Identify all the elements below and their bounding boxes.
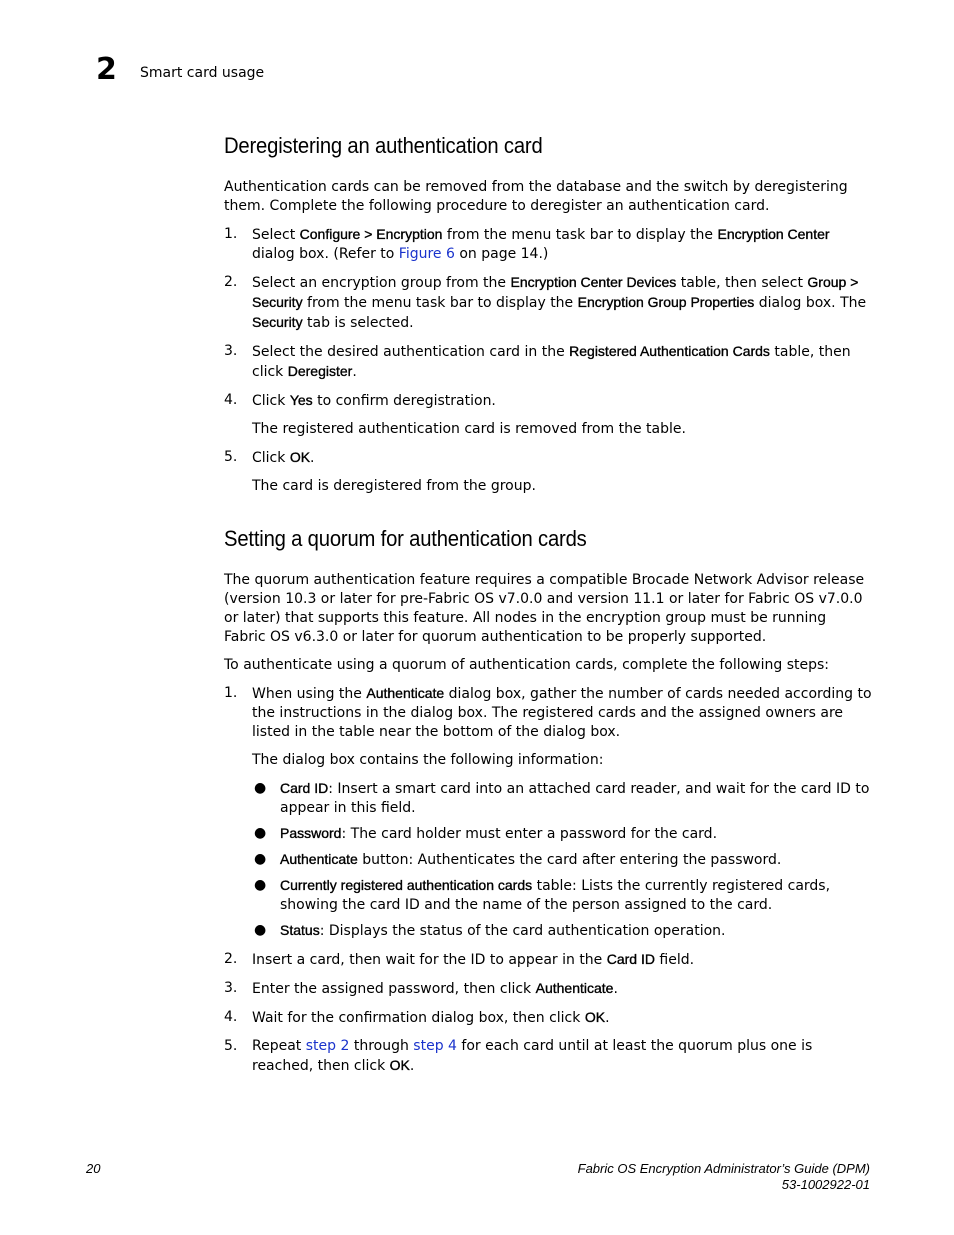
step-text: table, then click <box>252 344 851 380</box>
field-name: Authenticate <box>280 851 358 867</box>
menu-path: Configure > Encryption <box>299 226 443 242</box>
step-number: 3. <box>224 343 238 359</box>
step-link[interactable]: step 2 <box>305 1038 350 1054</box>
step-item <box>224 1037 872 1076</box>
step-text: from the menu task bar to display the <box>442 227 718 243</box>
dialog-name: Encryption Group Properties <box>577 294 755 310</box>
list-item <box>252 824 872 844</box>
step-text: on page 14.) <box>454 246 549 262</box>
field-description: : Displays the status of the card authentication operation. <box>319 923 726 939</box>
step-text: . <box>352 364 357 380</box>
step-text: from the menu task bar to display the <box>302 295 578 311</box>
step-text: . <box>613 981 618 997</box>
step-text: . <box>605 1010 610 1026</box>
deregister-steps <box>224 225 872 496</box>
step-number: 2. <box>224 274 238 290</box>
button-name: Authenticate <box>535 980 614 996</box>
step-number: 1. <box>224 226 238 242</box>
step-item <box>224 391 872 439</box>
field-description: : The card holder must enter a password for the card. <box>341 826 718 842</box>
menu-path: Group > Security <box>252 274 859 310</box>
button-name: OK <box>584 1009 606 1025</box>
step-number: 4. <box>224 1009 238 1025</box>
step-text: dialog box. (Refer to <box>252 246 399 262</box>
bullet-icon: ● <box>254 922 267 938</box>
tab-name: Security <box>252 314 303 330</box>
step-text: tab is selected. <box>302 315 414 331</box>
step-text: . <box>409 1058 415 1074</box>
dialog-name: Authenticate <box>366 685 445 701</box>
step-text: Enter the assigned password, then click <box>252 981 536 997</box>
step-text: field. <box>654 952 695 968</box>
step-text: Click <box>252 393 290 409</box>
step-text: table, then select <box>676 275 808 291</box>
list-item <box>252 850 872 870</box>
step-number: 5. <box>224 1038 238 1054</box>
table-name: Encryption Center Devices <box>510 274 677 290</box>
field-name: Password <box>280 825 342 841</box>
step-text: . <box>310 450 315 466</box>
doc-number: 53-1002922-01 <box>781 1177 870 1192</box>
section-title-quorum: Setting a quorum for authentication cards <box>224 526 587 551</box>
list-item <box>252 876 872 915</box>
field-description: table: Lists the currently registered cards, showing the card ID and the name of the person assigned to the card. <box>280 878 831 913</box>
quorum-steps <box>224 684 872 1076</box>
step-number: 2. <box>224 951 238 967</box>
step-result: The dialog box contains the following information: <box>252 752 604 768</box>
step-number: 1. <box>224 685 238 701</box>
step-item <box>224 448 872 496</box>
field-description: button: Authenticates the card after entering the password. <box>357 852 782 868</box>
step-text: Select the desired authentication card in the <box>252 344 570 360</box>
step-text: dialog box. The <box>754 295 867 311</box>
step-text: Click <box>252 450 290 466</box>
step-link[interactable]: step 4 <box>413 1038 457 1054</box>
step-item <box>224 342 872 382</box>
table-name: Registered Authentication Cards <box>569 343 770 359</box>
bullet-icon: ● <box>254 825 267 841</box>
step-text: through <box>349 1038 414 1054</box>
step-text: Select <box>252 227 300 243</box>
chapter-number: 2 <box>96 52 117 87</box>
field-name: Card ID <box>280 780 329 796</box>
step-item <box>224 979 872 999</box>
step-item <box>224 1008 872 1028</box>
step-item <box>224 950 872 970</box>
page-number: 20 <box>86 1161 101 1176</box>
page-content <box>224 131 872 1085</box>
step-text: When using the <box>252 686 367 702</box>
doc-title: Fabric OS Encryption Administrator’s Guide (DPM) <box>577 1161 870 1176</box>
figure-link[interactable]: Figure 6 <box>398 246 455 262</box>
button-name: Deregister <box>287 363 353 379</box>
step-item <box>224 684 872 941</box>
bullet-icon: ● <box>254 780 267 796</box>
step-text: to confirm deregistration. <box>312 393 496 409</box>
bullet-icon: ● <box>254 877 267 893</box>
list-item <box>252 779 872 818</box>
bullet-icon: ● <box>254 851 267 867</box>
button-name: OK <box>289 449 311 465</box>
step-result: The card is deregistered from the group. <box>252 478 536 494</box>
step-result: The registered authentication card is removed from the table. <box>252 421 686 437</box>
list-item <box>252 921 872 941</box>
field-name: Card ID <box>606 951 655 967</box>
section-intro: To authenticate using a quorum of authentication cards, complete the following steps: <box>224 657 830 673</box>
step-text: Select an encryption group from the <box>252 275 511 291</box>
step-text: Insert a card, then wait for the ID to appear in the <box>252 952 607 968</box>
field-name: Status <box>280 922 320 938</box>
button-name: OK <box>389 1057 410 1073</box>
step-text: Wait for the confirmation dialog box, then click <box>252 1010 585 1026</box>
step-number: 5. <box>224 449 238 465</box>
step-text: dialog box, gather the number of cards needed according to the instructions in the dialog box. The registered cards and the assigned owners are listed in the table near the bottom of the dialog box. <box>252 686 872 740</box>
step-item <box>224 225 872 264</box>
step-item <box>224 273 872 333</box>
section-intro: Authentication cards can be removed from the database and the switch by deregistering them. Complete the following procedure to deregister an authentication card. <box>224 179 848 214</box>
step-text: Repeat <box>252 1038 306 1054</box>
section-title-deregistering: Deregistering an authentication card <box>224 133 543 158</box>
dialog-name: Encryption Center <box>717 226 830 242</box>
footer-doc-info <box>578 1161 870 1193</box>
step-text: for each card until at least the quorum plus one is reached, then click <box>252 1038 813 1074</box>
field-description: : Insert a smart card into an attached card reader, and wait for the card ID to appear in this field. <box>280 781 870 816</box>
info-list <box>252 779 872 941</box>
field-name: Currently registered authentication cards <box>280 877 533 893</box>
chapter-title: Smart card usage <box>140 65 265 81</box>
step-number: 4. <box>224 392 238 408</box>
step-number: 3. <box>224 980 238 996</box>
section-intro: The quorum authentication feature requires a compatible Brocade Network Advisor release (version 10.3 or later for pre-Fabric OS v7.0.0 and version 11.1 or later for Fabric OS v7.0.0 or later) that supports this feature. All nodes in the encryption group must be running Fabric OS v6.3.0 or later for quorum authentication to be properly supported. <box>224 572 865 645</box>
button-name: Yes <box>289 392 313 408</box>
